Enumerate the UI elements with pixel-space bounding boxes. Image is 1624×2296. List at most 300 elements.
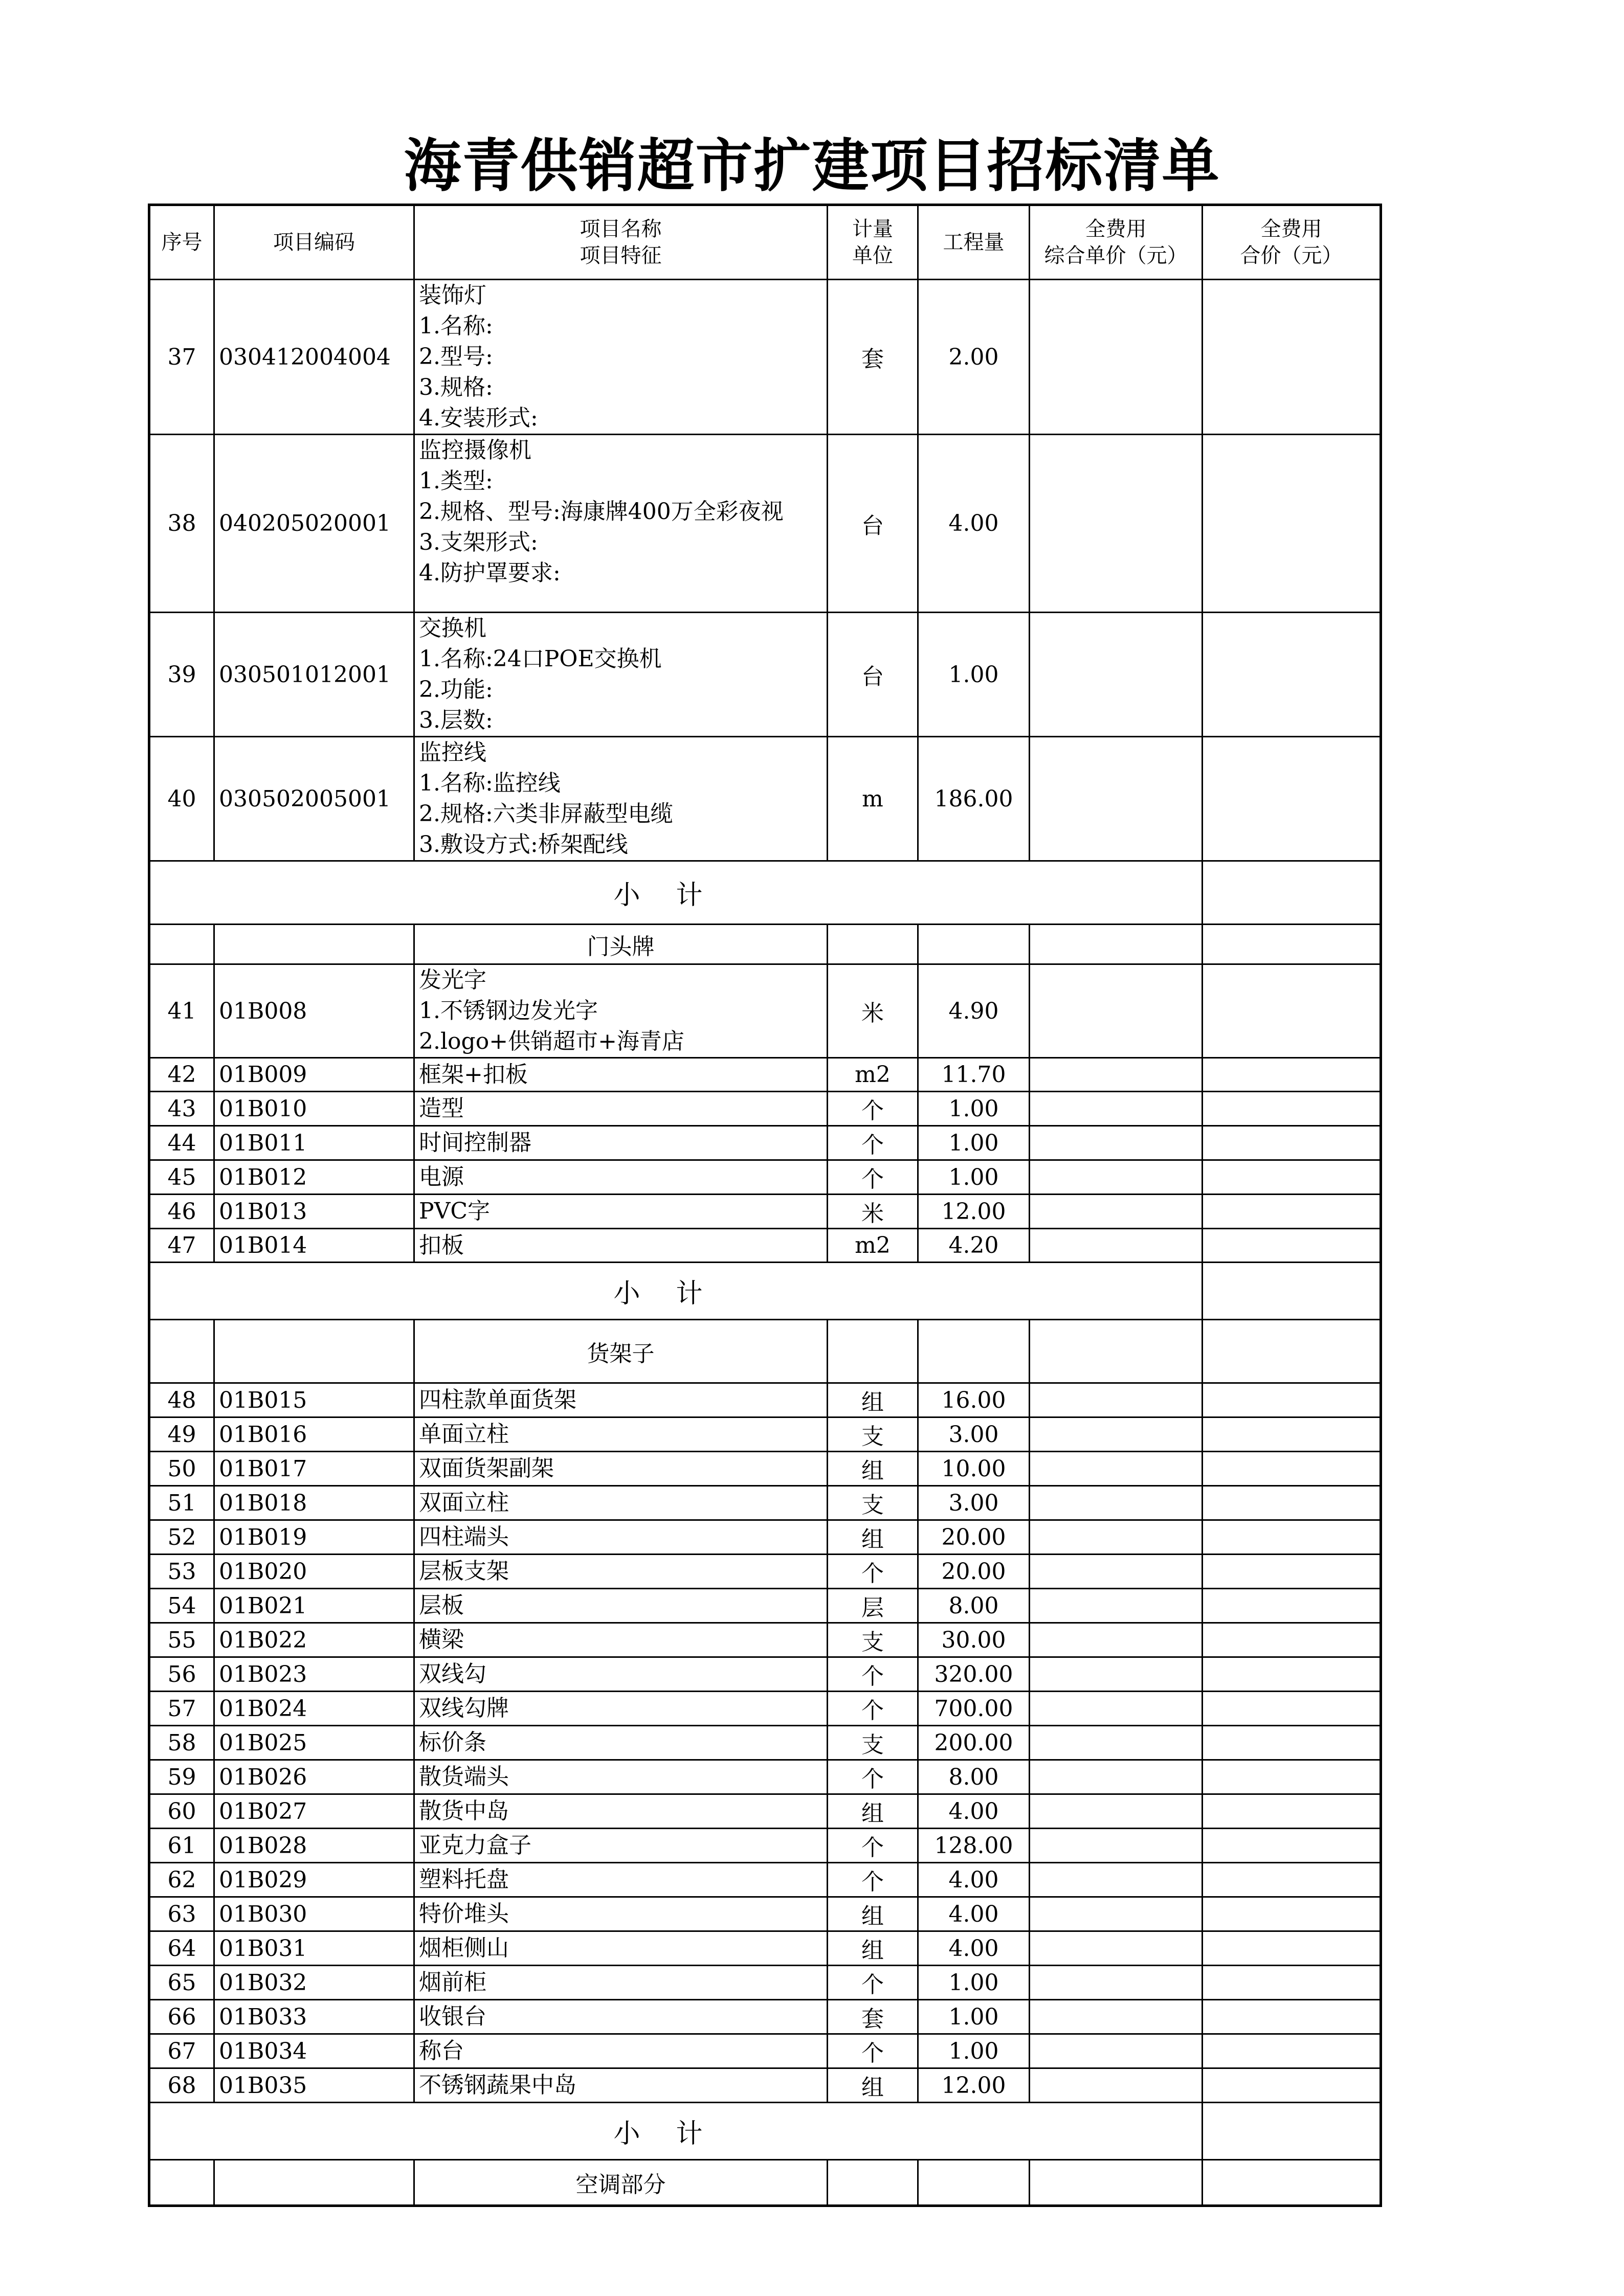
item-unit-price [1030,1520,1203,1555]
item-name: 装饰灯 [419,282,486,308]
item-unit: m2 [828,1229,918,1263]
item-unit-price [1030,1760,1203,1794]
item-name-spec [414,1897,828,1931]
item-name: 不锈钢蔬果中岛 [419,2072,576,2098]
item-qty: 4.00 [918,1863,1030,1897]
table-row [149,1863,1381,1897]
item-total-price [1203,1897,1381,1931]
table-row [149,1726,1381,1760]
table-row [149,1794,1381,1829]
item-no: 53 [149,1555,214,1589]
item-unit: 个 [828,1555,918,1589]
item-code: 01B022 [214,1623,414,1657]
item-unit-price [1030,1863,1203,1897]
table-row [149,1417,1381,1452]
item-total-price [1203,1657,1381,1692]
table-row [149,2000,1381,2034]
subtotal-label: 小计 [149,1263,1203,1320]
item-qty: 4.90 [918,964,1030,1058]
item-name: 电源 [419,1164,464,1190]
item-total-price [1203,1555,1381,1589]
item-name-spec [414,1195,828,1229]
item-name-spec [414,1229,828,1263]
header-name: 项目名称 项目特征 [414,205,828,280]
item-unit: 支 [828,1486,918,1520]
item-unit: 个 [828,1126,918,1160]
table-row [149,1692,1381,1726]
section-unit-price [1030,1320,1203,1383]
table-row [149,1092,1381,1126]
item-name: 框架+扣板 [419,1061,528,1088]
item-unit-price [1030,1383,1203,1417]
item-code: 01B031 [214,1931,414,1966]
item-unit-price [1030,737,1203,861]
item-name: 烟前柜 [419,1969,486,1995]
item-spec-line: 4.防护罩要求: [419,560,561,586]
item-unit: 个 [828,1092,918,1126]
item-code: 01B030 [214,1897,414,1931]
item-code: 01B015 [214,1383,414,1417]
item-code: 01B008 [214,964,414,1058]
item-code: 01B024 [214,1692,414,1726]
item-qty: 1.00 [918,1126,1030,1160]
document-title: 海青供销超市扩建项目招标清单 [404,133,1220,199]
item-name: 四柱款单面货架 [419,1387,576,1413]
header-code: 项目编码 [214,205,414,280]
subtotal-amount [1203,1263,1381,1320]
item-unit: 组 [828,1520,918,1555]
table-row [149,737,1381,861]
item-name: 双面货架副架 [419,1455,554,1481]
item-total-price [1203,1126,1381,1160]
item-unit: 支 [828,1726,918,1760]
section-code [214,2160,414,2206]
header-unit-price: 全费用 综合单价（元） [1030,205,1203,280]
item-unit-price [1030,1829,1203,1863]
section-header-row [149,925,1381,964]
section-unit [828,2160,918,2206]
section-no [149,925,214,964]
item-unit-price [1030,1726,1203,1760]
item-total-price [1203,1931,1381,1966]
item-spec-line: 1.名称:监控线 [419,770,561,796]
item-qty: 2.00 [918,280,1030,435]
table-row [149,1160,1381,1195]
item-no: 44 [149,1126,214,1160]
item-name: 塑料托盘 [419,1866,509,1893]
item-no: 54 [149,1589,214,1623]
item-unit-price [1030,2068,1203,2103]
item-unit-price [1030,964,1203,1058]
item-code: 01B025 [214,1726,414,1760]
item-code: 01B021 [214,1589,414,1623]
item-unit-price [1030,1589,1203,1623]
item-qty: 1.00 [918,2000,1030,2034]
item-name: 监控线 [419,739,486,766]
item-qty: 4.00 [918,1931,1030,1966]
table-row [149,1229,1381,1263]
item-spec-line: 2.规格:六类非屏蔽型电缆 [419,801,673,827]
section-qty [918,1320,1030,1383]
item-unit: 个 [828,1966,918,2000]
table-header-row [149,205,1381,280]
item-unit: 层 [828,1589,918,1623]
item-spec-line: 2.规格、型号:海康牌400万全彩夜视 [419,499,784,525]
item-unit-price [1030,1058,1203,1092]
item-total-price [1203,2000,1381,2034]
item-name: 单面立柱 [419,1421,509,1447]
item-name: 双线勾牌 [419,1695,509,1721]
item-no: 66 [149,2000,214,2034]
item-unit-price [1030,1452,1203,1486]
item-total-price [1203,2034,1381,2068]
item-unit: 支 [828,1417,918,1452]
item-code: 01B010 [214,1092,414,1126]
item-total-price [1203,1058,1381,1092]
item-name-spec [414,737,828,861]
item-spec-line: 1.名称: [419,313,493,339]
item-name-spec [414,1589,828,1623]
item-total-price [1203,1589,1381,1623]
table-row [149,1931,1381,1966]
item-no: 43 [149,1092,214,1126]
item-qty: 128.00 [918,1829,1030,1863]
item-code: 01B011 [214,1126,414,1160]
item-unit-price [1030,1794,1203,1829]
item-name: PVC字 [419,1198,491,1224]
item-name-spec [414,1417,828,1452]
item-unit: 组 [828,1897,918,1931]
item-unit-price [1030,1229,1203,1263]
item-name-spec [414,435,828,613]
item-unit: 米 [828,964,918,1058]
item-code: 040205020001 [214,435,414,613]
item-total-price [1203,2068,1381,2103]
item-no: 45 [149,1160,214,1195]
header-no: 序号 [149,205,214,280]
subtotal-row [149,861,1381,925]
item-code: 01B016 [214,1417,414,1452]
item-total-price [1203,1520,1381,1555]
item-name-spec [414,1058,828,1092]
item-name-spec [414,1657,828,1692]
table-row [149,1520,1381,1555]
item-unit: 台 [828,613,918,737]
section-no [149,1320,214,1383]
item-code: 01B014 [214,1229,414,1263]
item-name-spec [414,1966,828,2000]
item-total-price [1203,613,1381,737]
item-qty: 20.00 [918,1520,1030,1555]
item-qty: 20.00 [918,1555,1030,1589]
table-row [149,1657,1381,1692]
table-row [149,1829,1381,1863]
header-total-price: 全费用 合价（元） [1203,205,1381,280]
item-name: 双面立柱 [419,1490,509,1516]
section-unit [828,1320,918,1383]
item-no: 50 [149,1452,214,1486]
item-unit-price [1030,2034,1203,2068]
item-qty: 700.00 [918,1692,1030,1726]
table-row [149,280,1381,435]
item-name: 四柱端头 [419,1524,509,1550]
item-qty: 8.00 [918,1760,1030,1794]
item-spec-line: 1.不锈钢边发光字 [419,998,598,1024]
item-no: 64 [149,1931,214,1966]
item-name: 收银台 [419,2004,486,2030]
item-code: 01B020 [214,1555,414,1589]
item-total-price [1203,1160,1381,1195]
item-total-price [1203,1417,1381,1452]
item-total-price [1203,1383,1381,1417]
item-no: 52 [149,1520,214,1555]
item-total-price [1203,1794,1381,1829]
item-name: 特价堆头 [419,1901,509,1927]
item-code: 01B034 [214,2034,414,2068]
item-qty: 1.00 [918,1160,1030,1195]
table-row [149,2034,1381,2068]
item-unit-price [1030,1486,1203,1520]
item-name-spec [414,1623,828,1657]
item-total-price [1203,1863,1381,1897]
item-no: 51 [149,1486,214,1520]
item-unit-price [1030,1417,1203,1452]
table-row [149,1760,1381,1794]
item-spec-line: 2.型号: [419,344,493,370]
item-no: 55 [149,1623,214,1657]
section-code [214,1320,414,1383]
table-row [149,1452,1381,1486]
item-no: 68 [149,2068,214,2103]
item-qty: 320.00 [918,1657,1030,1692]
item-code: 01B012 [214,1160,414,1195]
item-total-price [1203,1229,1381,1263]
item-qty: 1.00 [918,2034,1030,2068]
table-row [149,1966,1381,2000]
item-code: 01B035 [214,2068,414,2103]
section-total-price [1203,2160,1381,2206]
item-name: 标价条 [419,1729,486,1755]
item-name-spec [414,1726,828,1760]
item-unit-price [1030,1555,1203,1589]
item-qty: 3.00 [918,1486,1030,1520]
item-qty: 4.20 [918,1229,1030,1263]
item-total-price [1203,435,1381,613]
item-name-spec [414,1486,828,1520]
item-name-spec [414,2034,828,2068]
subtotal-amount [1203,2103,1381,2160]
item-no: 56 [149,1657,214,1692]
item-unit: 组 [828,1383,918,1417]
table-row [149,1897,1381,1931]
item-spec-line: 1.名称:24口POE交换机 [419,646,662,672]
section-total-price [1203,1320,1381,1383]
item-spec-line: 4.安装形式: [419,405,538,431]
item-name: 交换机 [419,615,486,641]
item-code: 030502005001 [214,737,414,861]
item-unit-price [1030,1160,1203,1195]
item-no: 47 [149,1229,214,1263]
item-qty: 4.00 [918,1794,1030,1829]
item-no: 38 [149,435,214,613]
item-total-price [1203,280,1381,435]
item-code: 01B023 [214,1657,414,1692]
subtotal-label: 小计 [149,861,1203,925]
item-no: 40 [149,737,214,861]
item-no: 60 [149,1794,214,1829]
item-name-spec [414,1520,828,1555]
item-unit-price [1030,1092,1203,1126]
section-unit [828,925,918,964]
item-no: 62 [149,1863,214,1897]
item-name: 层板 [419,1592,464,1618]
item-unit-price [1030,1623,1203,1657]
item-spec-line: 1.类型: [419,468,493,494]
table-row [149,1589,1381,1623]
item-code: 01B029 [214,1863,414,1897]
item-name: 监控摄像机 [419,437,531,463]
item-no: 39 [149,613,214,737]
item-no: 49 [149,1417,214,1452]
item-name: 时间控制器 [419,1130,531,1156]
item-code: 01B009 [214,1058,414,1092]
item-unit: 个 [828,1829,918,1863]
item-name: 散货中岛 [419,1798,509,1824]
item-name-spec [414,280,828,435]
item-name-spec [414,1092,828,1126]
item-total-price [1203,1623,1381,1657]
item-unit: 个 [828,1760,918,1794]
item-name-spec [414,1794,828,1829]
item-code: 01B026 [214,1760,414,1794]
section-header-row [149,1320,1381,1383]
item-qty: 16.00 [918,1383,1030,1417]
item-unit: 个 [828,1863,918,1897]
header-unit: 计量 单位 [828,205,918,280]
item-name: 扣板 [419,1232,464,1258]
header-qty: 工程量 [918,205,1030,280]
item-code: 01B017 [214,1452,414,1486]
item-code: 01B032 [214,1966,414,2000]
item-code: 01B028 [214,1829,414,1863]
bill-table [148,204,1382,2207]
section-unit-price [1030,2160,1203,2206]
item-total-price [1203,1195,1381,1229]
item-unit: 米 [828,1195,918,1229]
item-unit: m2 [828,1058,918,1092]
item-qty: 4.00 [918,1897,1030,1931]
subtotal-row [149,2103,1381,2160]
item-code: 01B027 [214,1794,414,1829]
item-qty: 200.00 [918,1726,1030,1760]
section-qty [918,925,1030,964]
item-name: 亚克力盒子 [419,1832,531,1858]
table-row [149,1195,1381,1229]
item-code: 01B019 [214,1520,414,1555]
item-total-price [1203,1966,1381,2000]
section-qty [918,2160,1030,2206]
item-unit-price [1030,1657,1203,1692]
item-code: 01B018 [214,1486,414,1520]
item-no: 58 [149,1726,214,1760]
table-row [149,1058,1381,1092]
item-unit: 个 [828,2034,918,2068]
item-qty: 12.00 [918,2068,1030,2103]
item-spec-line: 2.logo+供销超市+海青店 [419,1028,684,1054]
item-unit: 个 [828,1657,918,1692]
item-no: 46 [149,1195,214,1229]
table-row [149,1383,1381,1417]
subtotal-row [149,1263,1381,1320]
item-no: 67 [149,2034,214,2068]
item-unit-price [1030,613,1203,737]
item-unit-price [1030,1931,1203,1966]
item-name-spec [414,1452,828,1486]
item-no: 48 [149,1383,214,1417]
table-row [149,964,1381,1058]
item-unit-price [1030,280,1203,435]
item-unit: 组 [828,1794,918,1829]
item-qty: 12.00 [918,1195,1030,1229]
section-header-row [149,2160,1381,2206]
item-unit-price [1030,1692,1203,1726]
section-unit-price [1030,925,1203,964]
item-qty: 8.00 [918,1589,1030,1623]
item-spec-line: 2.功能: [419,677,493,703]
item-unit: 个 [828,1692,918,1726]
item-unit-price [1030,1126,1203,1160]
item-name-spec [414,1692,828,1726]
item-unit: 台 [828,435,918,613]
item-name-spec [414,613,828,737]
item-total-price [1203,1692,1381,1726]
item-no: 57 [149,1692,214,1726]
item-qty: 186.00 [918,737,1030,861]
item-name-spec [414,1863,828,1897]
item-name-spec [414,1126,828,1160]
item-name-spec [414,1383,828,1417]
table-row [149,2068,1381,2103]
item-name: 双线勾 [419,1661,486,1687]
item-name-spec [414,1760,828,1794]
item-name-spec [414,1555,828,1589]
item-total-price [1203,1452,1381,1486]
item-unit: 组 [828,1452,918,1486]
item-unit: 支 [828,1623,918,1657]
item-name-spec [414,1160,828,1195]
item-no: 37 [149,280,214,435]
item-unit: 组 [828,2068,918,2103]
item-qty: 3.00 [918,1417,1030,1452]
section-title: 货架子 [414,1320,828,1383]
item-unit: m [828,737,918,861]
item-unit-price [1030,435,1203,613]
item-unit-price [1030,1897,1203,1931]
item-total-price [1203,1829,1381,1863]
item-name: 横梁 [419,1627,464,1653]
item-name: 层板支架 [419,1558,509,1584]
section-code [214,925,414,964]
item-no: 41 [149,964,214,1058]
item-total-price [1203,964,1381,1058]
table-row [149,1486,1381,1520]
item-no: 59 [149,1760,214,1794]
item-qty: 1.00 [918,1092,1030,1126]
item-name-spec [414,2000,828,2034]
item-code: 030412004004 [214,280,414,435]
item-unit-price [1030,1195,1203,1229]
table-row [149,1126,1381,1160]
